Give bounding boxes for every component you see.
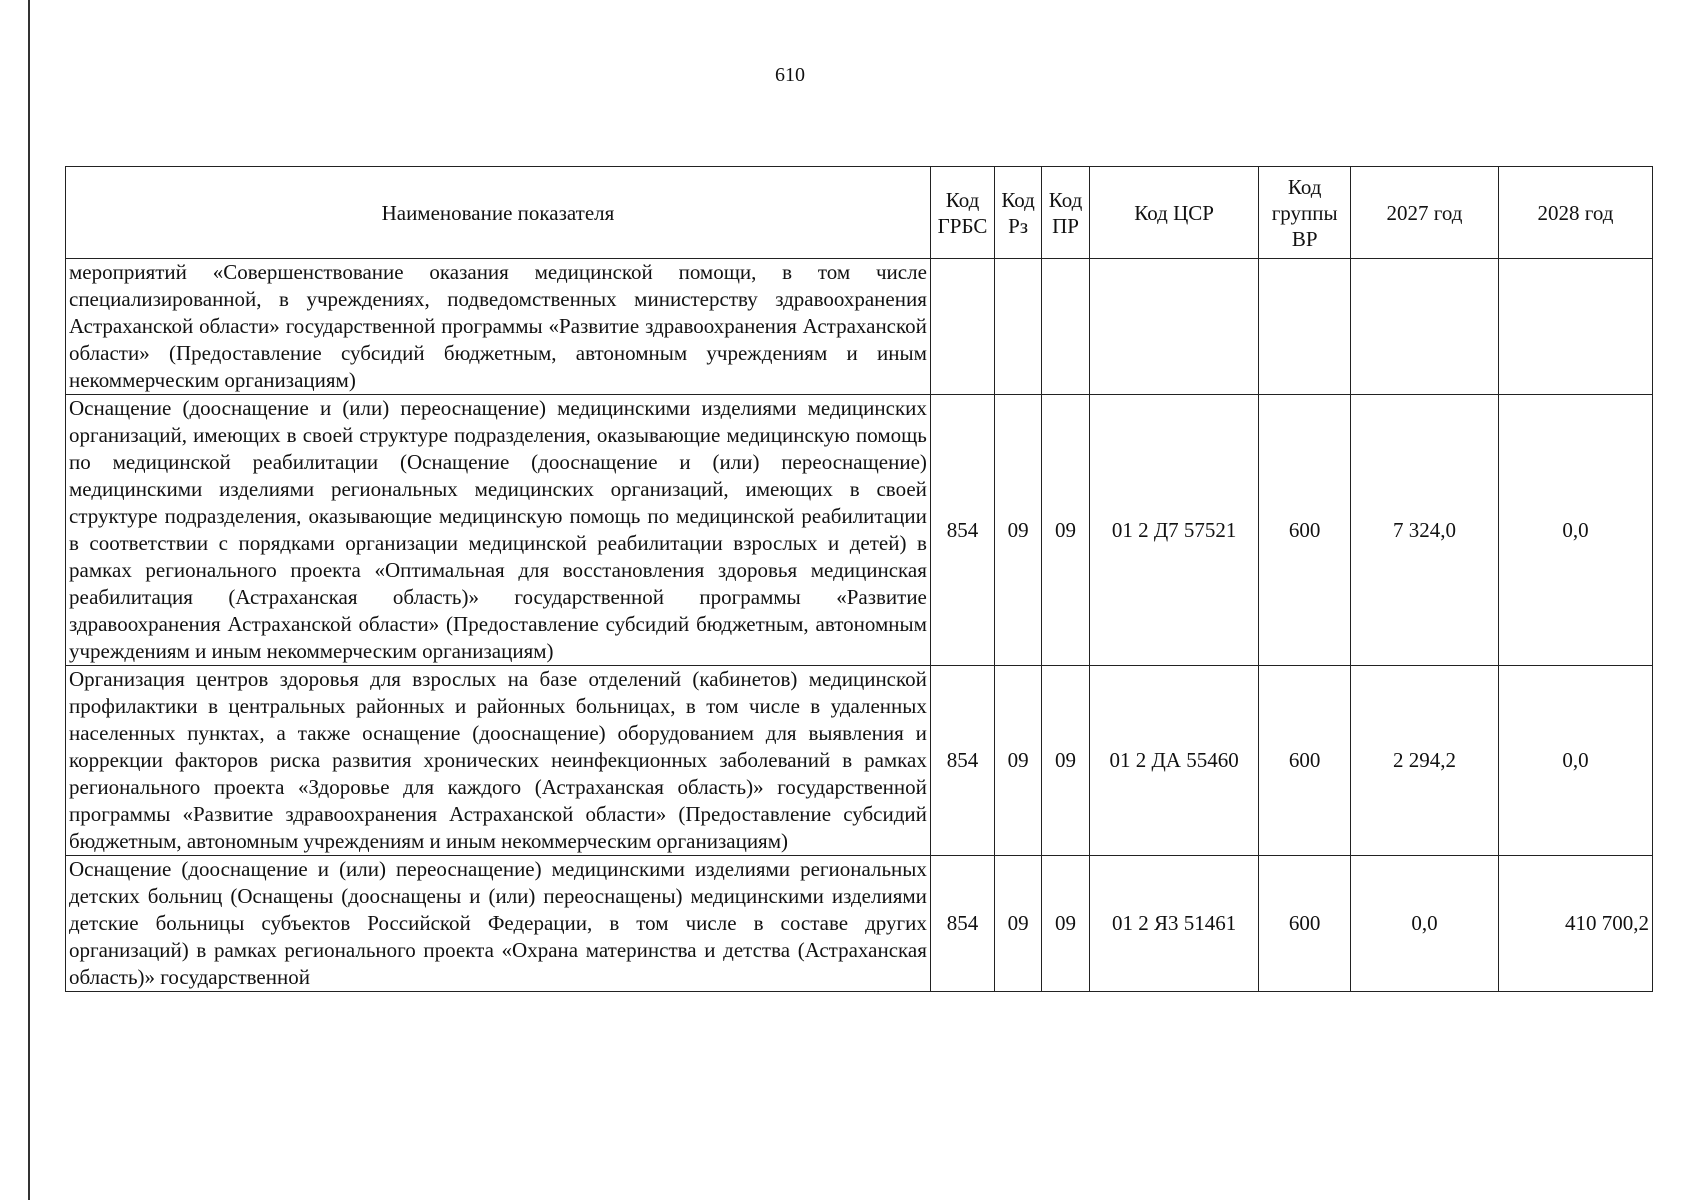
header-csr: Код ЦСР xyxy=(1089,167,1258,259)
header-name: Наименование показателя xyxy=(66,167,931,259)
row-2027: 2 294,2 xyxy=(1351,666,1499,856)
row-csr: 01 2 Я3 51461 xyxy=(1089,856,1258,992)
row-vr: 600 xyxy=(1259,395,1351,666)
table-row xyxy=(66,259,1653,395)
row-2027: 7 324,0 xyxy=(1351,395,1499,666)
row-vr: 600 xyxy=(1259,856,1351,992)
header-rz: Код Рз xyxy=(995,167,1042,259)
row-name: Оснащение (дооснащение и (или) переоснащение) медицинскими изделиями медицинских организаций, имеющих в своей структуре подразделения, оказывающие медицинскую помощь по медицинской реабилитации (Оснащение (дооснащение и (или) переоснащение) медицинскими изделиями региональных медицинских организаций, имеющих в своей структуре подразделения, оказывающие медицинскую помощь по медицинской реабилитации в соответствии с порядками организации медицинской реабилитации взрослых и детей) в рамках регионального проекта «Оптимальная для восстановления здоровья медицинская реабилитация (Астраханская область)» государственной программы «Развитие здравоохранения Астраханской области» (Предоставление субсидий бюджетным, автономным учреждениям и иным некоммерческим организациям) xyxy=(66,395,931,666)
row-csr: 01 2 Д7 57521 xyxy=(1089,395,1258,666)
row-name: мероприятий «Совершенствование оказания медицинской помощи, в том числе специализированной, в учреждениях, подведомственных министерству здравоохранения Астраханской области» государственной программы «Развитие здравоохранения Астраханской области» (Предоставление субсидий бюджетным, автономным учреждениям и иным некоммерческим организациям) xyxy=(66,259,931,395)
table-row xyxy=(66,666,1653,856)
row-grbs: 854 xyxy=(930,395,994,666)
row-pr: 09 xyxy=(1042,395,1090,666)
row-2028: 0,0 xyxy=(1498,395,1652,666)
row-grbs: 854 xyxy=(930,666,994,856)
row-pr: 09 xyxy=(1042,666,1090,856)
row-2027: 0,0 xyxy=(1351,856,1499,992)
row-rz xyxy=(995,259,1042,395)
table-row xyxy=(66,395,1653,666)
row-rz: 09 xyxy=(995,856,1042,992)
row-2028 xyxy=(1498,259,1652,395)
table-header-row xyxy=(66,167,1653,259)
budget-table xyxy=(65,166,1653,992)
row-2028: 410 700,2 xyxy=(1498,856,1652,992)
row-grbs: 854 xyxy=(930,856,994,992)
row-2028: 0,0 xyxy=(1498,666,1652,856)
table-row xyxy=(66,856,1653,992)
header-2028: 2028 год xyxy=(1498,167,1652,259)
row-rz: 09 xyxy=(995,395,1042,666)
row-grbs xyxy=(930,259,994,395)
header-pr: Код ПР xyxy=(1042,167,1090,259)
row-2027 xyxy=(1351,259,1499,395)
header-2027: 2027 год xyxy=(1351,167,1499,259)
row-rz: 09 xyxy=(995,666,1042,856)
page-number: 610 xyxy=(775,64,805,86)
header-vr: Код группы ВР xyxy=(1259,167,1351,259)
row-vr xyxy=(1259,259,1351,395)
left-margin-line xyxy=(28,0,30,1200)
row-name: Организация центров здоровья для взрослых на базе отделений (кабинетов) медицинской профилактики в центральных районных и районных больницах, в том числе в удаленных населенных пунктах, а также оснащение (дооснащение) оборудованием для выявления и коррекции факторов риска развития хронических неинфекционных заболеваний в рамках регионального проекта «Здоровье для каждого (Астраханская область)» государственной программы «Развитие здравоохранения Астраханской области» (Предоставление субсидий бюджетным, автономным учреждениям и иным некоммерческим организациям) xyxy=(66,666,931,856)
row-csr xyxy=(1089,259,1258,395)
row-vr: 600 xyxy=(1259,666,1351,856)
header-grbs: Код ГРБС xyxy=(930,167,994,259)
row-csr: 01 2 ДА 55460 xyxy=(1089,666,1258,856)
row-pr xyxy=(1042,259,1090,395)
row-pr: 09 xyxy=(1042,856,1090,992)
row-name: Оснащение (дооснащение и (или) переоснащение) медицинскими изделиями региональных детских больниц (Оснащены (дооснащены и (или) переоснащены) медицинскими изделиями детские больницы субъектов Российской Федерации, в том числе в составе других организаций) в рамках регионального проекта «Охрана материнства и детства (Астраханская область)» государственной xyxy=(66,856,931,992)
